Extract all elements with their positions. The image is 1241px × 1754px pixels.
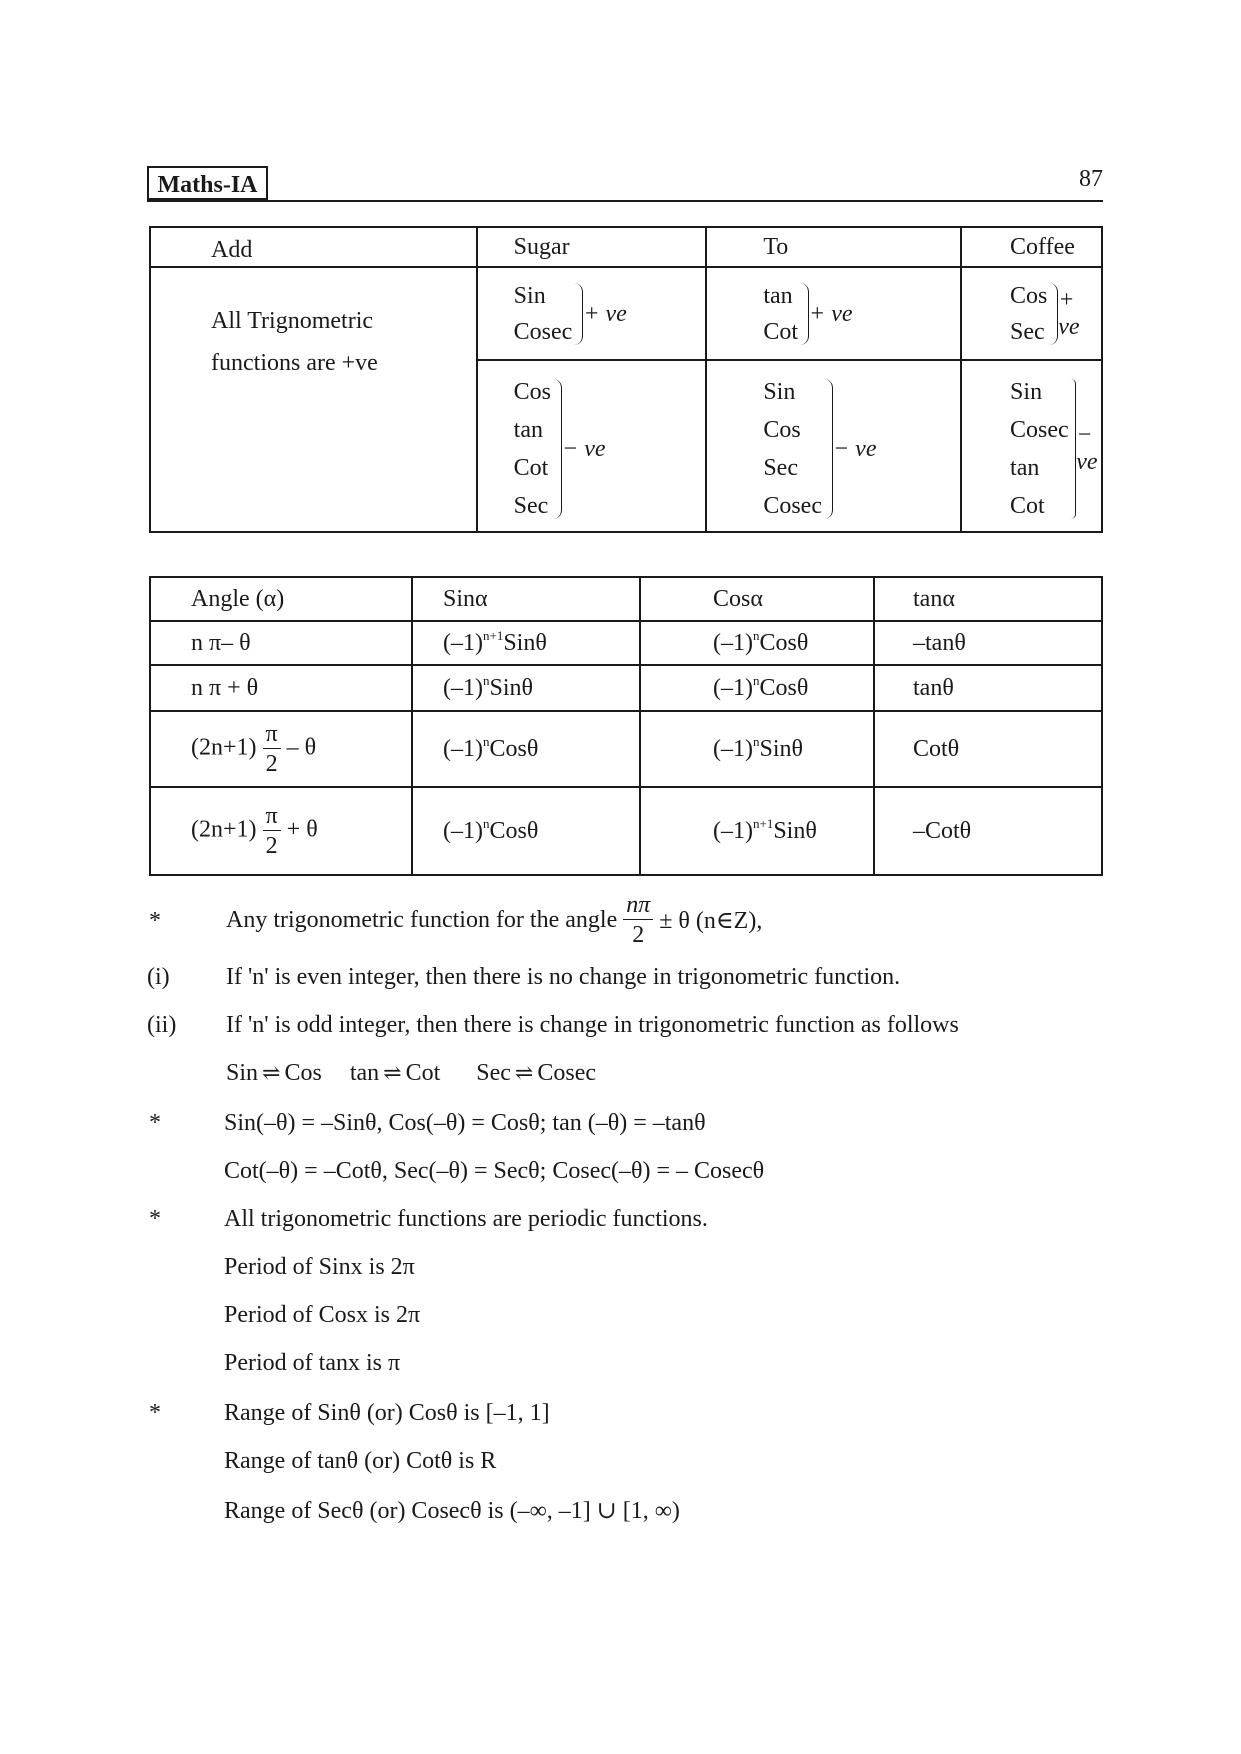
note-4-marker: *: [149, 1400, 161, 1426]
angle-cell: n π– θ: [150, 621, 412, 665]
cos-header: Cosα: [640, 577, 874, 621]
fn-name: Cot: [763, 319, 798, 345]
fn-name: Sin: [763, 379, 796, 405]
range-tan-cot: Range of tanθ (or) Cotθ is R: [224, 1448, 497, 1474]
fn-name: Cosec: [1010, 417, 1069, 443]
table-row: [150, 787, 1102, 875]
table-row: [150, 665, 1102, 711]
sin-cell: $(-1)^{n+1}Sin\theta$: [412, 621, 640, 665]
note-1-marker: *: [149, 908, 161, 934]
sign-label: + ve: [1058, 287, 1080, 340]
sin-header: Sinα: [412, 577, 640, 621]
fn-name: tan: [513, 417, 543, 443]
tan-cell: Cotθ: [874, 711, 1102, 787]
n-pi-over-2-fraction: $\frac{n\pi}{2}$: [623, 893, 653, 947]
fn-name: tan: [1010, 455, 1040, 481]
note-3-marker: *: [149, 1206, 161, 1232]
period-tan: Period of tanx is π: [224, 1350, 401, 1376]
quadrant-4-positive: [961, 267, 1102, 360]
fn-name: tan: [763, 283, 793, 309]
item-i-text: If 'n' is even integer, then there is no change in trigonometric function.: [226, 964, 901, 990]
periodic-line: All trigonometric functions are periodic functions.: [224, 1206, 708, 1232]
angle-cell: n π + θ: [150, 665, 412, 711]
header-rule: [147, 200, 1103, 202]
page-number: 87: [1079, 166, 1103, 192]
cos-cell: $(-1)^nCos\theta$: [640, 621, 874, 665]
quadrant-first-cell: [150, 267, 477, 532]
item-ii-marker: (ii): [147, 1012, 177, 1038]
quadrant-3-positive: [706, 267, 961, 360]
fn-name: Sec: [763, 455, 798, 481]
angle-cell: (2n+1) $\frac{\pi}{2}$ – θ: [150, 711, 412, 787]
fn-name: Cot: [513, 455, 549, 481]
tan-cell: –Cotθ: [874, 787, 1102, 875]
quadrant-4-negative: [961, 360, 1102, 532]
book-title: Maths-IA: [157, 172, 258, 198]
item-i-marker: (i): [147, 964, 170, 990]
angle-header: Angle (α): [150, 577, 412, 621]
brace: [824, 379, 833, 519]
fn-name: Sin: [1010, 379, 1043, 405]
fn-name: Sec: [1010, 319, 1045, 345]
all-positive-line-1: All Trignometric: [211, 308, 374, 334]
sign-label: − ve: [562, 435, 606, 462]
fn-name: Cos: [1010, 283, 1048, 309]
quadrant-2-positive: [477, 267, 707, 360]
sign-label: − ve: [1076, 422, 1098, 475]
fn-name: Sec: [513, 493, 549, 519]
sin-cell: $(-1)^nCos\theta$: [412, 787, 640, 875]
sin-cell: $(-1)^nCos\theta$: [412, 711, 640, 787]
quadrant-sign-table: [149, 226, 1103, 533]
quadrant-header-2: Sugar: [477, 227, 707, 267]
swap-arrow-icon: ⇌: [262, 1060, 281, 1085]
cos-cell: $(-1)^nSin\theta$: [640, 711, 874, 787]
tan-header: tanα: [874, 577, 1102, 621]
allied-angle-table: [149, 576, 1103, 876]
fn-name: Cot: [1010, 493, 1045, 519]
cos-cell: $(-1)^{n+1}Sin\theta$: [640, 787, 874, 875]
book-title-box: [147, 166, 268, 200]
even-odd-line-1: Sin(–θ) = –Sinθ, Cos(–θ) = Cosθ; tan (–θ) = –tanθ: [224, 1110, 706, 1136]
pi-over-2-fraction: $\frac{\pi}{2}$: [263, 804, 281, 858]
tan-cell: –tanθ: [874, 621, 1102, 665]
brace: [553, 379, 562, 519]
cos-cell: $(-1)^nCos\theta$: [640, 665, 874, 711]
brace: [1049, 283, 1058, 345]
pi-over-2-fraction: $\frac{\pi}{2}$: [263, 722, 281, 776]
tan-cell: tanθ: [874, 665, 1102, 711]
swap-arrow-icon: ⇌: [514, 1060, 534, 1085]
even-odd-line-2: Cot(–θ) = –Cotθ, Sec(–θ) = Secθ; Cosec(–θ) = – Cosecθ: [224, 1158, 765, 1184]
fn-name: Cosec: [763, 493, 822, 519]
all-positive-line-2: functions are +ve: [211, 350, 378, 376]
sign-label: − ve: [832, 435, 877, 462]
brace: [574, 283, 583, 345]
fn-name: Cos: [763, 417, 801, 443]
sin-cell: $(-1)^nSin\theta$: [412, 665, 640, 711]
range-sin-cos: Range of Sinθ (or) Cosθ is [–1, 1]: [224, 1400, 550, 1426]
period-sin: Period of Sinx is 2π: [224, 1254, 415, 1280]
fn-name: Cos: [513, 379, 552, 405]
note-2-marker: *: [149, 1110, 161, 1136]
quadrant-2-negative: [477, 360, 707, 532]
swap-rules: Sin ⇌ Cos tan ⇌ Cot Sec ⇌ Cosec: [226, 1060, 597, 1086]
angle-cell: (2n+1) $\frac{\pi}{2}$ + θ: [150, 787, 412, 875]
quadrant-header-4: Coffee: [961, 227, 1102, 267]
fn-name: Sin: [513, 283, 546, 309]
brace: [800, 283, 809, 345]
sign-label: + ve: [809, 300, 853, 327]
quadrant-header-3: To: [706, 227, 961, 267]
table-row: [150, 621, 1102, 665]
item-ii-text: If 'n' is odd integer, then there is change in trigonometric function as follows: [226, 1012, 959, 1038]
fn-name: Cosec: [513, 319, 573, 345]
swap-arrow-icon: ⇌: [383, 1060, 402, 1085]
quadrant-3-negative: [706, 360, 961, 532]
note-1-text: Any trigonometric function for the angle $\frac{n\pi}{2}$ ± θ (n∈Z),: [226, 892, 763, 948]
range-sec-cosec: Range of Secθ (or) Cosecθ is (–∞, –1] ∪ [1, ∞): [224, 1498, 680, 1524]
period-cos: Period of Cosx is 2π: [224, 1302, 421, 1328]
quadrant-header-1: Add: [150, 227, 477, 267]
sign-label: + ve: [583, 300, 627, 327]
table-row: [150, 711, 1102, 787]
